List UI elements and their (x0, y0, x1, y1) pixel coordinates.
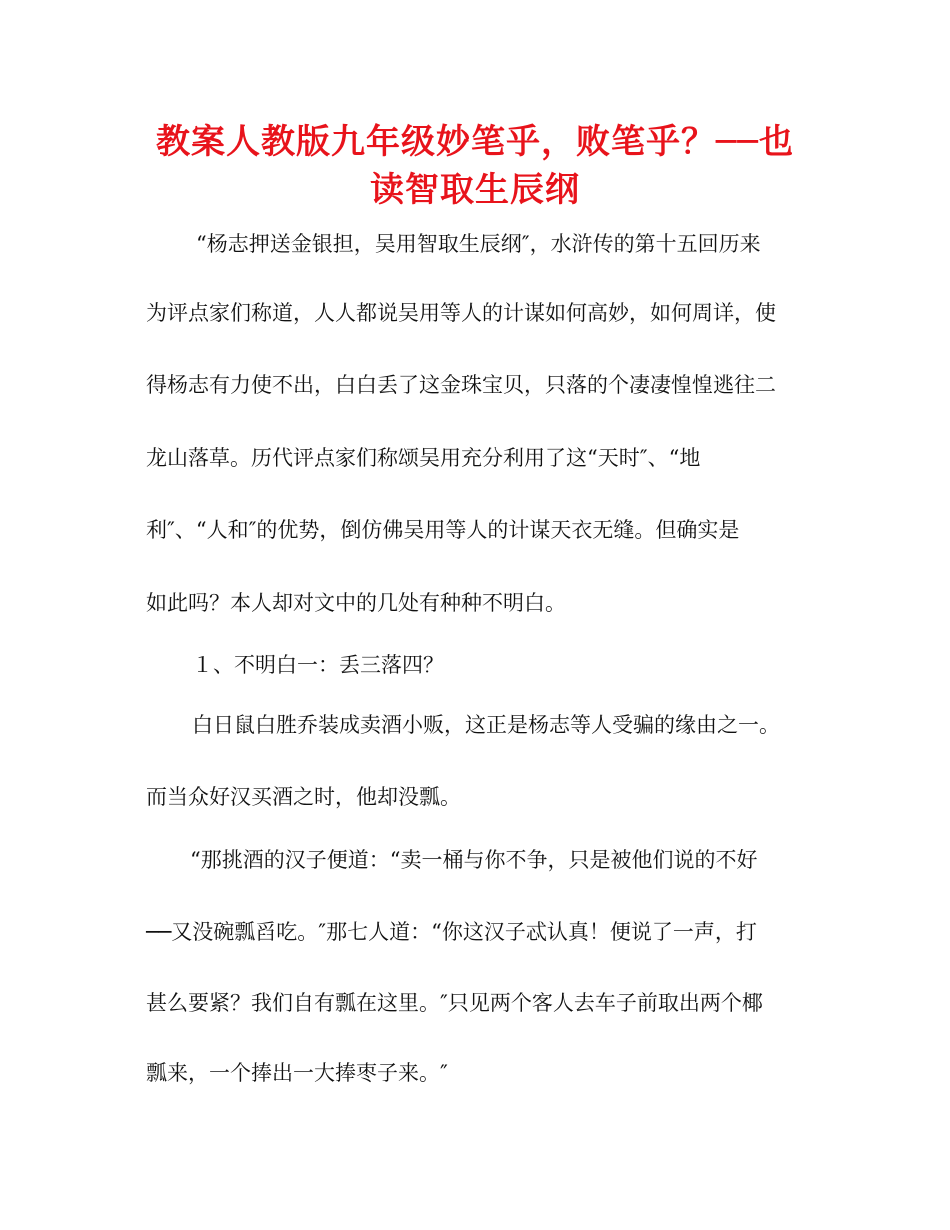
paragraph-line: ──又没碗瓢舀吃。″那七人道：“你这汉子忒认真！便说了一声，打 (146, 920, 757, 944)
paragraph-line: “那挑酒的汉子便道：“卖一桶与你不争，只是被他们说的不好 (190, 848, 758, 872)
paragraph-line: 甚么要紧？我们自有瓢在这里。″只见两个客人去车子前取出两个椰 (146, 991, 763, 1015)
paragraph-line: 龙山落草。历代评点家们称颂吴用充分利用了这“天时″、“地 (146, 446, 701, 470)
section-heading: １、不明白一：丢三落四？ (192, 653, 444, 677)
paragraph-line: 瓢来，一个捧出一大捧枣子来。″ (146, 1061, 448, 1085)
paragraph-line: “杨志押送金银担，吴用智取生辰纲″，水浒传的第十五回历来 (196, 232, 761, 256)
paragraph-line: 白日鼠白胜乔装成卖酒小贩，这正是杨志等人受骗的缘由之一。 (192, 713, 780, 737)
title-line-1: 教案人教版九年级妙笔乎，败笔乎？──也 (156, 122, 794, 162)
document-title (120, 118, 830, 214)
paragraph-line: 如此吗？本人却对文中的几处有种种不明白。 (146, 591, 566, 615)
paragraph-line: 而当众好汉买酒之时，他却没瓢。 (146, 785, 461, 809)
paragraph-line: 得杨志有力使不出，白白丢了这金珠宝贝，只落的个凄凄惶惶逃往二 (146, 373, 776, 397)
paragraph-line: 利″、“人和″的优势，倒仿佛吴用等人的计谋天衣无缝。但确实是 (146, 518, 740, 542)
title-line-2: 读智取生辰纲 (370, 170, 580, 210)
paragraph-line: 为评点家们称道，人人都说吴用等人的计谋如何高妙，如何周详，使 (146, 301, 776, 325)
